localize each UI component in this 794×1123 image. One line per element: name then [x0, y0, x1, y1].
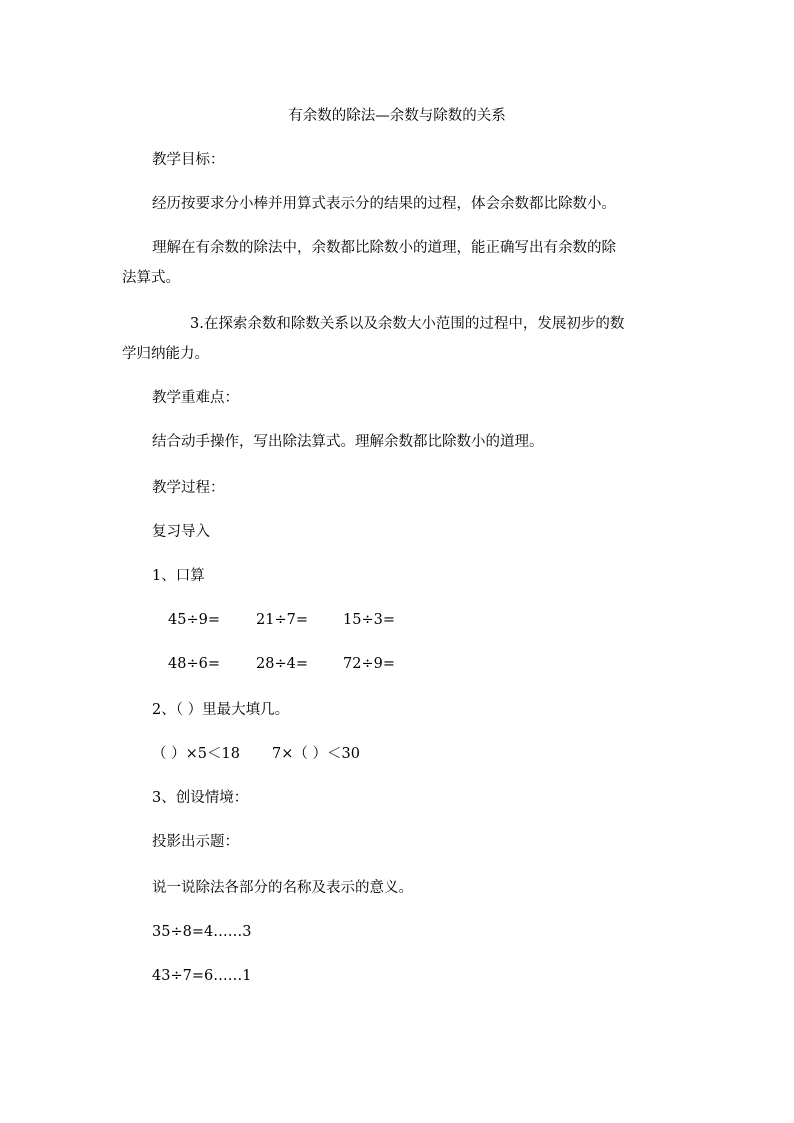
oral-expression: 72÷9= [343, 656, 395, 672]
explain-text: 说一说除法各部分的名称及表示的意义。 [152, 880, 413, 896]
oral-expression: 48÷6= [168, 656, 220, 672]
projection-heading: 投影出示题： [152, 834, 239, 850]
goal-item-3-continued: 学归纳能力。 [122, 346, 209, 362]
process-heading: 教学过程： [152, 480, 225, 496]
scene-heading: 3、创设情境： [152, 790, 249, 806]
oral-expression: 45÷9= [168, 612, 220, 628]
oral-expression: 15÷3= [343, 612, 395, 628]
difficulty-heading: 教学重难点： [152, 390, 239, 406]
page-title: 有余数的除法—余数与除数的关系 [288, 108, 506, 124]
fill-item: 7×（ ）＜30 [272, 746, 360, 762]
fill-heading: 2、（ ）里最大填几。 [152, 702, 290, 718]
goal-item-2: 理解在有余数的除法中，余数都比除数小的道理，能正确写出有余数的除 [152, 240, 616, 256]
goal-item-2-continued: 法算式。 [122, 270, 180, 286]
oral-heading: 1、口算 [152, 568, 205, 584]
goal-item-1: 经历按要求分小棒并用算式表示分的结果的过程，体会余数都比除数小。 [152, 196, 616, 212]
example-equation: 35÷8=4……3 [152, 924, 252, 940]
review-heading: 复习导入 [152, 524, 210, 540]
example-equation: 43÷7=6……1 [152, 968, 252, 984]
fill-item: （ ）×5＜18 [152, 746, 240, 762]
oral-expression: 21÷7= [256, 612, 308, 628]
oral-expression: 28÷4= [256, 656, 308, 672]
goals-heading: 教学目标： [152, 152, 225, 168]
goal-item-3: 3.在探索余数和除数关系以及余数大小范围的过程中，发展初步的数 [190, 316, 625, 332]
difficulty-text: 结合动手操作，写出除法算式。理解余数都比除数小的道理。 [152, 434, 544, 450]
